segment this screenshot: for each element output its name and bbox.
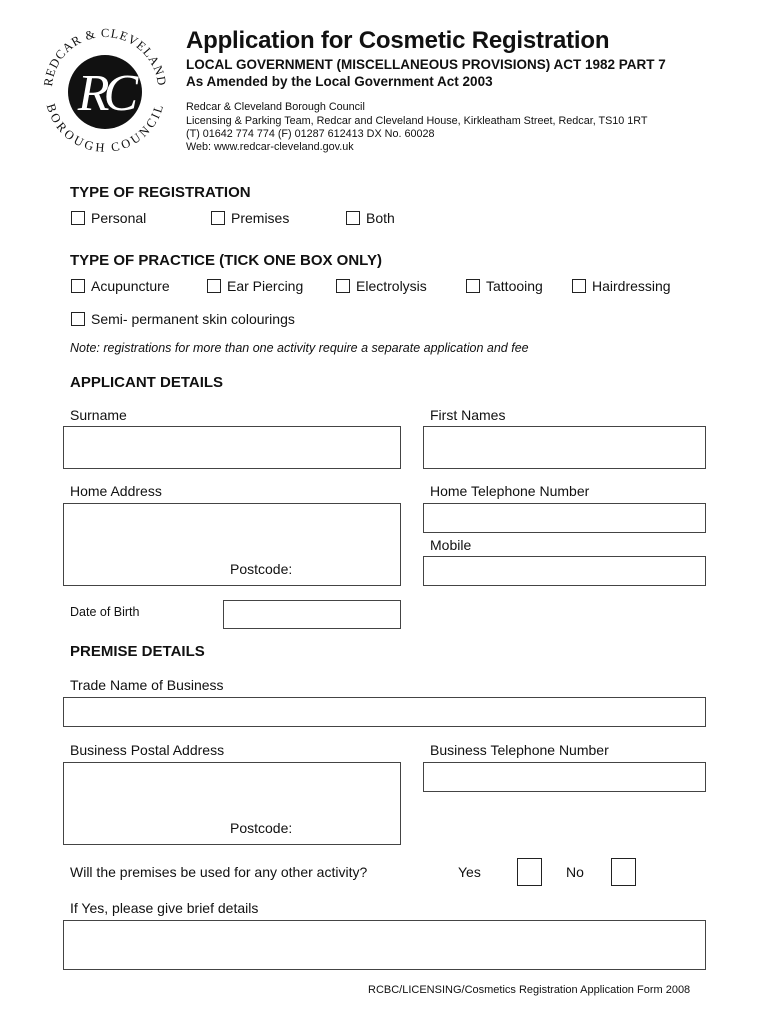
checkbox-label: Both xyxy=(366,210,395,226)
practice-heading: TYPE OF PRACTICE (TICK ONE BOX ONLY) xyxy=(70,252,382,269)
yes-checkbox[interactable] xyxy=(517,858,542,886)
mobile-label: Mobile xyxy=(430,537,472,553)
checkbox-semi-permanent[interactable] xyxy=(71,311,295,327)
yes-label: Yes xyxy=(458,864,481,880)
dob-field[interactable] xyxy=(223,600,401,629)
council-web: Web: www.redcar-cleveland.gov.uk xyxy=(186,141,354,153)
checkbox-box[interactable] xyxy=(71,211,85,225)
amended-line: As Amended by the Local Government Act 2003 xyxy=(186,74,493,89)
first-names-field[interactable] xyxy=(423,426,706,469)
business-postcode-label: Postcode: xyxy=(230,820,293,836)
checkbox-box[interactable] xyxy=(211,211,225,225)
postal-address-label: Business Postal Address xyxy=(70,742,225,758)
no-checkbox[interactable] xyxy=(611,858,636,886)
checkbox-box[interactable] xyxy=(71,312,85,326)
checkbox-electrolysis[interactable] xyxy=(336,278,427,294)
page-title: Application for Cosmetic Registration xyxy=(186,27,610,54)
details-field[interactable] xyxy=(63,920,706,970)
surname-label: Surname xyxy=(70,407,127,423)
home-phone-field[interactable] xyxy=(423,503,706,533)
trade-name-label: Trade Name of Business xyxy=(70,677,224,693)
checkbox-label: Tattooing xyxy=(486,278,543,294)
svg-text:BOROUGH COUNCIL: BOROUGH COUNCIL xyxy=(43,101,167,156)
checkbox-label: Semi- permanent skin colourings xyxy=(91,311,295,327)
checkbox-box[interactable] xyxy=(336,279,350,293)
home-postcode-label: Postcode: xyxy=(230,561,293,577)
dob-label: Date of Birth xyxy=(70,605,140,619)
checkbox-label: Electrolysis xyxy=(356,278,427,294)
practice-note: Note: registrations for more than one activity require a separate application and fee xyxy=(70,341,529,355)
trade-name-field[interactable] xyxy=(63,697,706,727)
surname-field[interactable] xyxy=(63,426,401,469)
checkbox-ear-piercing[interactable] xyxy=(207,278,303,294)
premise-heading: PREMISE DETAILS xyxy=(70,643,205,660)
business-phone-field[interactable] xyxy=(423,762,706,792)
details-label: If Yes, please give brief details xyxy=(70,900,259,916)
checkbox-label: Personal xyxy=(91,210,147,226)
checkbox-premises[interactable] xyxy=(211,210,289,226)
act-line: LOCAL GOVERNMENT (MISCELLANEOUS PROVISIONS) ACT 1982 PART 7 xyxy=(186,57,666,72)
checkbox-tattooing[interactable] xyxy=(466,278,543,294)
svg-text:REDCAR & CLEVELAND: REDCAR & CLEVELAND xyxy=(41,25,170,88)
checkbox-label: Hairdressing xyxy=(592,278,671,294)
no-label: No xyxy=(566,864,584,880)
checkbox-label: Acupuncture xyxy=(91,278,170,294)
checkbox-box[interactable] xyxy=(346,211,360,225)
svg-text:RC: RC xyxy=(77,65,133,122)
checkbox-label: Ear Piercing xyxy=(227,278,304,294)
first-names-label: First Names xyxy=(430,407,506,423)
checkbox-both[interactable] xyxy=(346,210,395,226)
home-address-label: Home Address xyxy=(70,483,162,499)
council-logo xyxy=(40,18,170,158)
checkbox-box[interactable] xyxy=(466,279,480,293)
other-activity-label: Will the premises be used for any other activity? xyxy=(70,864,368,880)
council-phone: (T) 01642 774 774 (F) 01287 612413 DX No. 60028 xyxy=(186,128,435,140)
checkbox-box[interactable] xyxy=(207,279,221,293)
council-address: Licensing & Parking Team, Redcar and Cleveland House, Kirkleatham Street, Redcar, TS10 1RT xyxy=(186,115,648,127)
registration-heading: TYPE OF REGISTRATION xyxy=(70,184,251,201)
checkbox-personal[interactable] xyxy=(71,210,146,226)
checkbox-box[interactable] xyxy=(572,279,586,293)
applicant-heading: APPLICANT DETAILS xyxy=(70,374,224,391)
council-name: Redcar & Cleveland Borough Council xyxy=(186,101,365,113)
checkbox-acupuncture[interactable] xyxy=(71,278,170,294)
business-phone-label: Business Telephone Number xyxy=(430,742,609,758)
mobile-field[interactable] xyxy=(423,556,706,586)
form-reference: RCBC/LICENSING/Cosmetics Registration Application Form 2008 xyxy=(368,984,691,996)
checkbox-box[interactable] xyxy=(71,279,85,293)
checkbox-label: Premises xyxy=(231,210,290,226)
home-phone-label: Home Telephone Number xyxy=(430,483,590,499)
checkbox-hairdressing[interactable] xyxy=(572,278,671,294)
